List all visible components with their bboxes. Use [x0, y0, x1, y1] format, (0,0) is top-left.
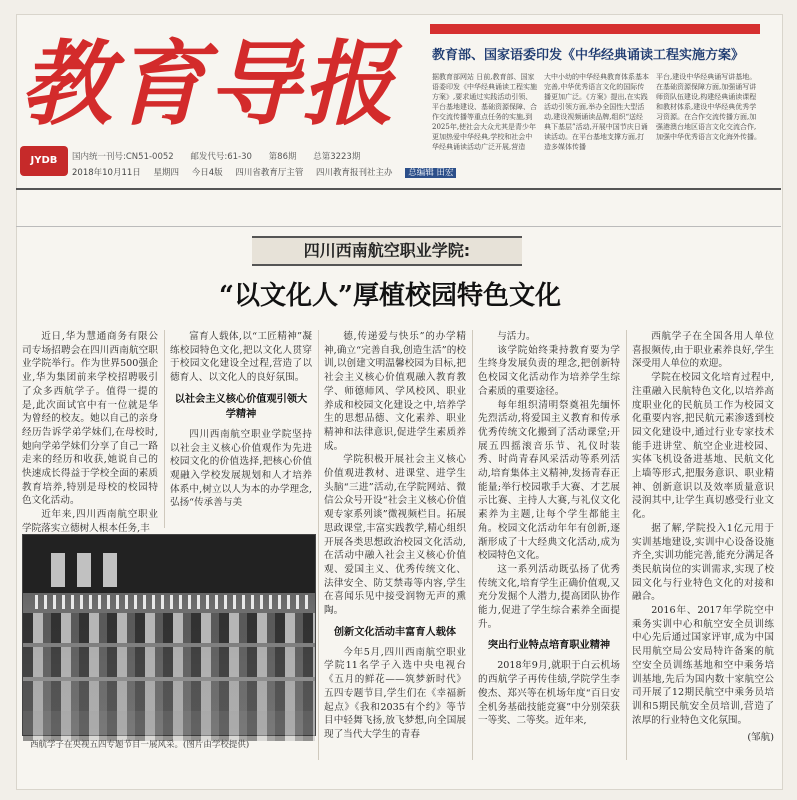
masthead-divider: [16, 188, 781, 190]
photo-performers: [23, 613, 315, 643]
article-paragraph: 该学院始终秉持教育要为学生终身发展负责的理念,把创新特色校园文化活动作为培养学生综合素质的重要途径。: [478, 344, 620, 397]
teaser-column: 大中小幼的中华经典教育体系基本完善,中华优秀语言文化的国际传播更加广泛。《方案》提出,在实践活动引领方面,举办全国性大型活动,建设视频诵读品牌,组织“送经典下基层”活动,开展中国节庆日诵读活动。在平台基地支撑方面,打造多媒体传播: [544, 73, 649, 151]
photo-performers: [23, 711, 315, 741]
article-paragraph: 学院在校园文化培育过程中,注重融入民航特色文化,以培养高度职业化的民航员工作为校园文化重要内容,把民航元素渗透到校园文化建设中,通过行业专家技术能手进讲堂、航空企业进校园、实体飞机设备进基地、民航文化上墙等形式,把服务意识、职业精神、创新意识以及效率质量意识浸润其中,让学生真切感受行业文化。: [632, 372, 774, 521]
article-paragraph: 近年来,四川西南航空职业学院落实立德树人根本任务,丰: [22, 509, 158, 534]
editor-tag: 总编辑 田宏: [405, 168, 456, 178]
date-item: 星期四: [153, 168, 179, 178]
photo-performers: [23, 681, 315, 711]
article-paragraph: 富育人载体,以“工匠精神”凝练校园特色文化,把以文化人贯穿于校园文化建设全过程,营造了以德育人、以文化人的良好氛围。: [170, 331, 312, 384]
column-rule: [318, 330, 319, 760]
date-info: [72, 166, 454, 180]
teaser-column: 据教育部网站 日前,教育部、国家语委印发《中华经典诵读工程实施方案》,要求通过实践活动引领、平台基地建设、基础资源保障、合作交流传播等重点任务的实施,到2025年,使社会大众尤其是青少年更加热爱中华经典,学校和社会中华经典诵读活动广泛开展,营造: [432, 73, 537, 151]
article-column-3: [324, 330, 466, 762]
teaser-column: 平台,建设中华经典诵写讲基地。在基础资源保障方面,加强诵写讲师资队伍建设,构建经典诵读课程和教材体系,建设中华经典优秀学习资源。在合作交流传播方面,加强港澳台地区语言文化交流合作,加强中华优秀语言文化海外传播。: [656, 73, 761, 141]
photo-banner: [77, 553, 91, 587]
masthead-title: 教育导报: [20, 30, 397, 138]
date-item: 今日4版: [191, 168, 223, 178]
logo-badge: JYDB: [20, 146, 68, 176]
article-paragraph: 近日,华为慧通商务有限公司专场招聘会在四川西南航空职业学院举行。作为世界500强企业,华为集团前来学校招聘吸引了众多西航学子。值得一提的是,此次面试官中有一位就是华为曾经的校友。她以自己的亲身经历告诉学弟学妹们,在母校时,她向学弟学妹们分享了自己一路走来的经历和收获,她说自己的快速成长得益于学校全面的素质教育培养,特别是母校的校园特色文化活动。: [22, 331, 158, 507]
column-rule: [626, 330, 627, 760]
article-kicker: 四川西南航空职业学院:: [252, 236, 522, 266]
issue-item: 第86期: [268, 152, 297, 162]
photo-banner: [51, 553, 65, 587]
article-paragraph: 西航学子在全国各用人单位喜报频传,由于职业素养良好,学生深受用人单位的欢迎。: [632, 331, 774, 370]
article-paragraph: 德,传递爱与快乐”的办学精神,确立“完善自我,创造生活”的校训,以创建文明温馨校园为目标,把社会主义核心价值观融入教育教学、师德师风、学风校风、职业养成和校园文化建设之中,培养学生的思想品德、文化素养、职业精神和法律意识,促进学生素质养成。: [324, 331, 466, 452]
article-paragraph: 学院积极开展社会主义核心价值观进教材、进课堂、进学生头脑“三进”活动,在学院网站、微信公众号开设“社会主义核心价值观专家系列谈”微视频栏目。拓展思政课堂,丰富实践教学,精心组织开展各类思想政治校园文化活动,在活动中融入社会主义核心价值观、爱国主义、优秀传统文化、法律安全、防艾禁毒等内容,学生在喜闻乐见中接受润物无声的熏陶。: [324, 454, 466, 617]
issue-item: 邮发代号:61-30: [190, 152, 252, 162]
article-photo: [22, 534, 316, 736]
article-paragraph: 2016年、2017年学院空中乘务实训中心和航空安全员训练中心先后通过国家评审,成为中国民用航空局公安局特许备案的航空安全员训练基地和空中乘务培训基地,先后为国内数十家航空公司开展了12期民航空中乘务员培训和5期民航安全员培训,营造了浓厚的行业特色文化氛围。: [632, 605, 774, 726]
issue-info: [72, 150, 422, 164]
article-column-4: [478, 330, 620, 762]
article-column-2: [170, 330, 312, 528]
section-divider: [16, 226, 781, 227]
photo-caption: 西航学子在央视五四专题节目一展风采。(图片由学校提供): [30, 740, 250, 750]
photo-performers: [29, 595, 309, 609]
date-item: 四川省教育厅主管: [235, 168, 304, 178]
article-subheading: 突出行业特点培育职业精神: [487, 640, 611, 652]
photo-performers: [23, 647, 315, 677]
photo-stage: [23, 535, 315, 593]
article-column-5: [632, 330, 774, 762]
photo-banner: [103, 553, 117, 587]
article-subheading: 以社会主义核心价值观引领大学精神: [174, 393, 308, 420]
date-item: 四川教育报刊社主办: [316, 168, 393, 178]
article-headline: “以文化人”厚植校园特色文化: [219, 281, 561, 311]
article-column-1: [22, 330, 158, 534]
article-paragraph: 2018年9月,就职于白云机场的西航学子再传佳绩,学院学生李俊杰、郑兴等在机场年度“百日安全机务基础技能竞赛”中分别荣获一等奖、二等奖。近年来,: [478, 660, 620, 727]
column-rule: [164, 330, 165, 528]
article-paragraph: 今年5月,四川西南航空职业学院11名学子入选中央电视台《五月的鲜花——筑梦新时代》五四专题节目,学生们在《幸福新起点》《我和2035有个约》等节目中轻舞飞扬,放飞梦想,向全国展现了当代大学生的青春: [324, 646, 466, 740]
issue-item: 总第3223期: [313, 152, 361, 162]
date-item: 2018年10月11日: [72, 168, 141, 178]
article-byline: (邹航): [747, 732, 774, 744]
article-paragraph: 四川西南航空职业学院坚持以社会主义核心价值观作为先进校园文化的价值选择,把核心价值观融入学校发展规划和人才培养体系中,树立以人为本的办学理念,弘扬“传承善与美: [170, 428, 312, 509]
teaser-headline: 教育部、国家语委印发《中华经典诵读工程实施方案》: [432, 48, 745, 63]
issue-item: 国内统一刊号:CN51-0052: [72, 152, 174, 162]
teaser-body: [432, 72, 762, 176]
column-rule: [472, 330, 473, 760]
teaser-red-bar: [430, 24, 760, 34]
article-paragraph: 这一系列活动既弘扬了优秀传统文化,培育学生正确价值观,又充分发掘个人潜力,提高团队协作能力,促进了学生综合素养全面提升。: [478, 563, 620, 630]
article-paragraph: 据了解,学院投入1亿元用于实训基地建设,实训中心设备设施齐全,实训功能完善,能充分满足各类民航岗位的实训需求,实现了校园文化与行业特色文化的对接和融合。: [632, 522, 774, 603]
article-paragraph: 每年组织清明祭奠祖先缅怀先烈活动,将爱国主义教育和传承优秀传统文化搬到了活动课堂;开展五四摇滚音乐节、礼仪时装秀、时尚青春风采活动等系列活动,培育集体主义精神,发扬青春正能量;举行校园歌手大赛、才艺展示比赛、主持人大赛,与礼仪文化素养为主题,让每个学生都能主角。校园文化活动年年有创新,逐渐形成了十大经典文化活动,成为校园特色文化。: [478, 399, 620, 562]
article-subheading: 创新文化活动丰富育人载体: [333, 626, 457, 638]
article-paragraph: 与活力。: [497, 331, 536, 342]
